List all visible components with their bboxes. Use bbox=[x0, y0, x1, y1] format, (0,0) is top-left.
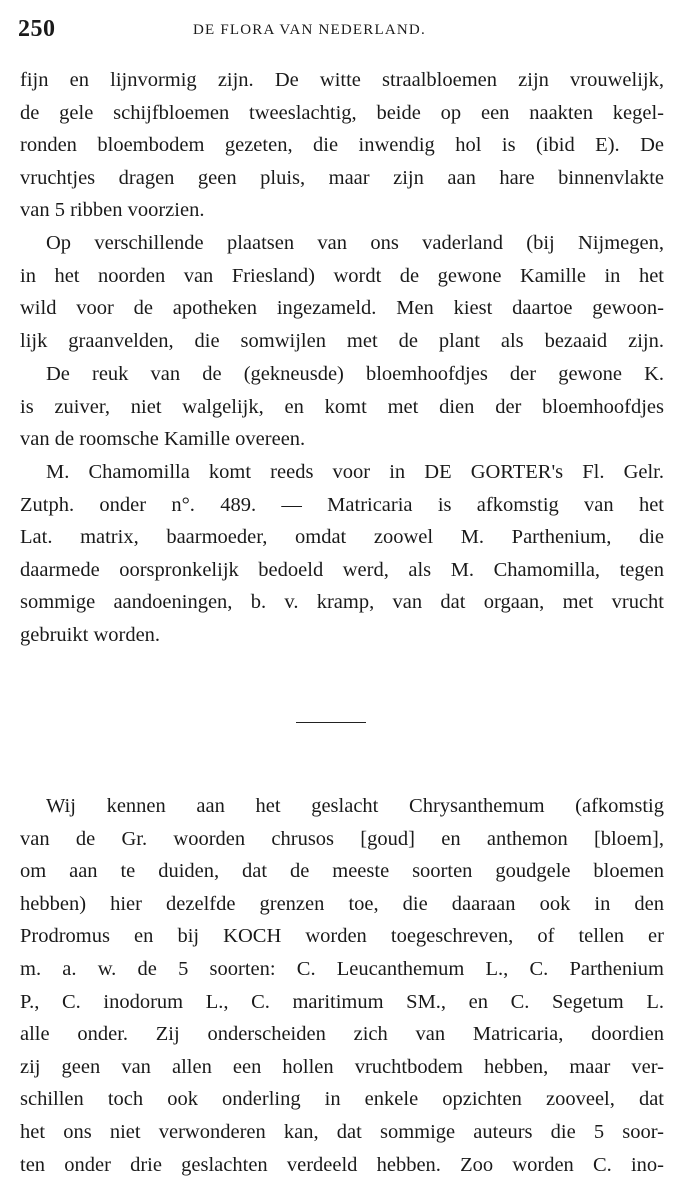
text-line: zij geen van allen een hollen vruchtbodem hebben, maar ver- bbox=[20, 1055, 664, 1078]
text-line: m. a. w. de 5 soorten: C. Leucanthemum L., C. Parthenium bbox=[20, 957, 664, 980]
text-line: de gele schijfbloemen tweeslachtig, beide op een naakten kegel- bbox=[20, 101, 664, 124]
text-line: Zutph. onder n°. 489. — Matricaria is afkomstig van het bbox=[20, 493, 664, 516]
text-line: schillen toch ook onderling in enkele opzichten zooveel, dat bbox=[20, 1088, 664, 1111]
text-line: fijn en lijnvormig zijn. De witte straalbloemen zijn vrouwelijk, bbox=[20, 69, 664, 91]
text-line: De reuk van de (gekneusde) bloemhoofdjes der gewone K. bbox=[46, 363, 664, 385]
paragraph-2 bbox=[20, 227, 664, 357]
text-line: het ons niet verwonderen kan, dat sommige auteurs die 5 soor- bbox=[20, 1120, 664, 1143]
text-line: in het noorden van Friesland) wordt de gewone Kamille in het bbox=[20, 264, 664, 287]
page-number: 250 bbox=[18, 16, 56, 42]
text-line: van de Gr. woorden chrusos [goud] en anthemon [bloem], bbox=[20, 827, 664, 850]
text-line: om aan te duiden, dat de meeste soorten goudgele bloemen bbox=[20, 860, 664, 883]
paragraph-4 bbox=[20, 456, 664, 652]
text-line: M. Chamomilla komt reeds voor in DE GORTER's Fl. Gelr. bbox=[46, 461, 664, 483]
text-line: sommige aandoeningen, b. v. kramp, van dat orgaan, met vrucht bbox=[20, 591, 664, 614]
text-line: hebben) hier dezelfde grenzen toe, die daaraan ook in den bbox=[20, 892, 664, 915]
text-line: alle onder. Zij onderscheiden zich van Matricaria, doordien bbox=[20, 1023, 664, 1046]
text-line: ronden bloembodem gezeten, die inwendig hol is (ibid E). De bbox=[20, 134, 664, 157]
text-line: vruchtjes dragen geen pluis, maar zijn aan hare binnenvlakte bbox=[20, 166, 664, 189]
running-title: DE FLORA VAN NEDERLAND. bbox=[193, 22, 426, 38]
text-line: Wij kennen aan het geslacht Chrysanthemum (afkomstig bbox=[46, 795, 664, 817]
text-line: van 5 ribben voorzien. bbox=[20, 199, 205, 222]
text-line: Prodromus en bij KOCH worden toegeschreven, of tellen er bbox=[20, 925, 664, 948]
paragraph-5 bbox=[20, 790, 664, 1181]
paragraph-1 bbox=[20, 64, 664, 227]
text-line: van de roomsche Kamille overeen. bbox=[20, 428, 306, 451]
page-header bbox=[18, 12, 660, 52]
text-line: P., C. inodorum L., C. maritimum SM., en C. Segetum L. bbox=[20, 990, 664, 1013]
text-line: Op verschillende plaatsen van ons vaderland (bij Nijmegen, bbox=[46, 232, 664, 254]
text-line: lijk graanvelden, die somwijlen met de plant als bezaaid zijn. bbox=[20, 329, 664, 352]
text-line: is zuiver, niet walgelijk, en komt met dien der bloemhoofdjes bbox=[20, 395, 664, 418]
text-line: wild voor de apotheken ingezameld. Men kiest daartoe gewoon- bbox=[20, 297, 664, 320]
text-line: ten onder drie geslachten verdeeld hebben. Zoo worden C. ino- bbox=[20, 1153, 664, 1176]
paragraph-3 bbox=[20, 358, 664, 456]
section-separator bbox=[296, 722, 366, 723]
text-line: gebruikt worden. bbox=[20, 623, 161, 646]
text-line: daarmede oorspronkelijk bedoeld werd, als M. Chamomilla, tegen bbox=[20, 558, 664, 581]
text-line: Lat. matrix, baarmoeder, omdat zoowel M. Parthenium, die bbox=[20, 526, 664, 549]
